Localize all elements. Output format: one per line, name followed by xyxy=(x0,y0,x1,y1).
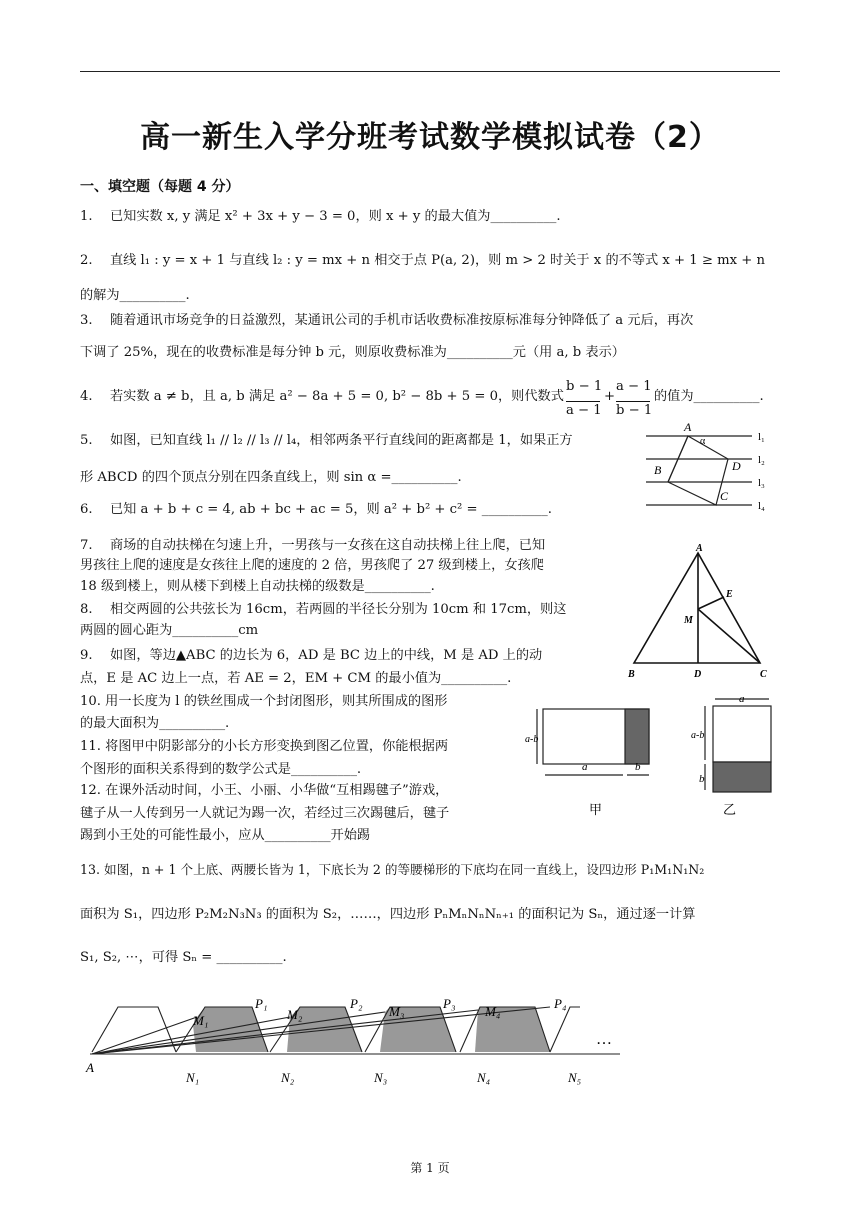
fig13-label-N5: N₅ xyxy=(568,1070,582,1085)
question-12-line-1: 12. 在课外活动时间，小王、小丽、小华做“互相踢毽子”游戏， xyxy=(80,783,449,798)
question-12-line-3: 踢到小王处的可能性最小，应从__________开始踢 xyxy=(80,828,371,843)
page-title: 高一新生入学分班考试数学模拟试卷（2） xyxy=(140,120,720,155)
fig13-label-N2: N₂ xyxy=(281,1070,295,1085)
fig13-label-P4: P₄ xyxy=(554,996,567,1011)
question-5-line-1: 5. 如图，已知直线 l₁ // l₂ // l₃ // l₄，相邻两条平行直线间的距离都是 1，如果正方 xyxy=(80,433,573,448)
fig13-label-P1: P₁ xyxy=(255,996,268,1011)
fig9-label-E: E xyxy=(726,589,733,600)
figure-q11-rectangles xyxy=(525,690,780,825)
fig13-label-A: A xyxy=(86,1060,94,1075)
fig11-label-a-jia: a xyxy=(582,761,588,773)
fig11-label-b-yi: b xyxy=(699,773,705,785)
question-3-line-1: 3. 随着通讯市场竞争的日益激烈，某通讯公司的手机市话收费标准按原标准每分钟降低了 a 元后，再次 xyxy=(80,313,694,328)
question-5-line-2: 形 ABCD 的四个顶点分别在四条直线上，则 sin α =__________. xyxy=(80,470,462,485)
header-rule xyxy=(80,71,780,72)
question-9-line-1: 9. 如图，等边▲ABC 的边长为 6，AD 是 BC 边上的中线，M 是 AD 上的动 xyxy=(80,648,543,663)
fig5-label-l1: l₁ xyxy=(758,431,765,443)
question-7-line-3: 18 级到楼上，则从楼下到楼上自动扶梯的级数是__________. xyxy=(80,579,435,594)
fig5-label-D: D xyxy=(732,459,741,473)
fig13-label-N1: N₁ xyxy=(186,1070,200,1085)
fig11-label-a-yi: a xyxy=(739,693,745,705)
fig13-label-P2: P₂ xyxy=(350,996,363,1011)
question-13-line-1: 13. 如图，n + 1 个上底、两腰长皆为 1，下底长为 2 的等腰梯形的下底均在同一直线上，设四边形 P₁M₁N₁N₂ xyxy=(80,862,705,877)
fig13-label-N3: N₃ xyxy=(374,1070,388,1085)
q4-frac1-den: a − 1 xyxy=(566,403,602,418)
section-heading: 一、填空题（每题 4 分） xyxy=(80,179,240,195)
question-10-line-2: 的最大面积为__________. xyxy=(80,716,230,731)
question-2-line-2: 的解为__________. xyxy=(80,288,190,303)
fig11-label-ab-jia: a-b xyxy=(525,734,539,745)
fig13-label-N4: N₄ xyxy=(477,1070,491,1085)
question-13-line-3: S₁, S₂, ⋯，可得 Sₙ = __________. xyxy=(80,950,287,965)
fig5-label-l3: l₃ xyxy=(758,477,765,489)
q4-plus: + xyxy=(604,389,616,404)
fig5-label-C: C xyxy=(720,489,729,503)
question-3-line-2: 下调了 25%，现在的收费标准是每分钟 b 元，则原收费标准为__________元（用 a, b 表示） xyxy=(80,345,625,360)
fig9-label-C: C xyxy=(760,669,767,680)
fig11-label-jia: 甲 xyxy=(589,802,603,817)
fig5-label-alpha: α xyxy=(700,436,706,447)
question-2-line-1: 2. 直线 l₁ : y = x + 1 与直线 l₂ : y = mx + n 相交于点 P(a, 2)，则 m > 2 时关于 x 的不等式 x + 1 ≥ mx + n xyxy=(80,253,765,268)
question-7-line-2: 男孩往上爬的速度是女孩往上爬的速度的 2 倍，男孩爬了 27 级到楼上，女孩爬 xyxy=(80,558,544,573)
q4-frac1-num: b − 1 xyxy=(566,379,603,394)
fig11-label-ab-yi: a-b xyxy=(691,730,705,741)
fig9-label-D: D xyxy=(694,669,702,680)
question-10-line-1: 10. 用一长度为 l 的铁丝围成一个封闭图形，则其所围成的图形 xyxy=(80,694,448,709)
question-11-line-2: 个图形的面积关系得到的数学公式是__________. xyxy=(80,762,362,777)
fig13-label-M1: M₁ xyxy=(193,1013,209,1028)
fig13-label-dots: … xyxy=(596,1031,612,1048)
question-1: 1. 已知实数 x, y 满足 x² + 3x + y − 3 = 0，则 x + y 的最大值为__________. xyxy=(80,209,561,224)
fig5-label-A: A xyxy=(684,420,692,434)
fig13-label-M3: M₃ xyxy=(389,1004,405,1019)
fig13-label-P3: P₃ xyxy=(443,996,456,1011)
fig5-label-l2: l₂ xyxy=(758,454,765,466)
figure-q9-triangle xyxy=(620,545,770,680)
question-13-line-2: 面积为 S₁，四边形 P₂M₂N₃N₃ 的面积为 S₂，……，四边形 PₙMₙNₙNₙ₊₁ 的面积记为 Sₙ，通过逐一计算 xyxy=(80,907,696,922)
fig13-label-M4: M₄ xyxy=(485,1004,501,1019)
fig13-label-M2: M₂ xyxy=(287,1007,303,1022)
question-11-line-1: 11. 将图甲中阴影部分的小长方形变换到图乙位置，你能根据两 xyxy=(80,739,449,754)
fig11-label-b-jia: b xyxy=(635,761,641,773)
question-7-line-1: 7. 商场的自动扶梯在匀速上升，一男孩与一女孩在这自动扶梯上往上爬，已知 xyxy=(80,538,546,553)
q4-frac2-num: a − 1 xyxy=(616,379,652,394)
question-12-line-2: 毽子从一人传到另一人就记为踢一次，若经过三次踢毽后，毽子 xyxy=(80,806,450,821)
fig5-label-l4: l₄ xyxy=(758,500,765,512)
fig5-label-B: B xyxy=(654,463,662,477)
fig11-label-yi: 乙 xyxy=(723,802,737,817)
q4-frac2-den: b − 1 xyxy=(616,403,653,418)
fig9-label-B: B xyxy=(628,669,635,680)
question-4-tail: 的值为__________. xyxy=(654,389,764,404)
question-4-line: 4. 若实数 a ≠ b，且 a, b 满足 a² − 8a + 5 = 0, b² − 8b + 5 = 0，则代数式 xyxy=(80,389,564,404)
question-8-line-2: 两圆的圆心距为__________cm xyxy=(80,623,259,638)
question-6: 6. 已知 a + b + c = 4, ab + bc + ac = 5，则 a² + b² + c² = __________. xyxy=(80,502,552,517)
question-8-line-1: 8. 相交两圆的公共弦长为 16cm，若两圆的半径长分别为 10cm 和 17cm，则这 xyxy=(80,602,567,617)
fig9-label-A: A xyxy=(696,543,703,554)
figure-q5-square-lines xyxy=(640,420,780,515)
question-9-line-2: 点，E 是 AC 边上一点，若 AE = 2，EM + CM 的最小值为__________. xyxy=(80,671,512,686)
page-footer: 第 1 页 xyxy=(410,1161,450,1175)
fig9-label-M: M xyxy=(684,615,693,626)
figure-q13-trapezoids xyxy=(80,990,640,1090)
